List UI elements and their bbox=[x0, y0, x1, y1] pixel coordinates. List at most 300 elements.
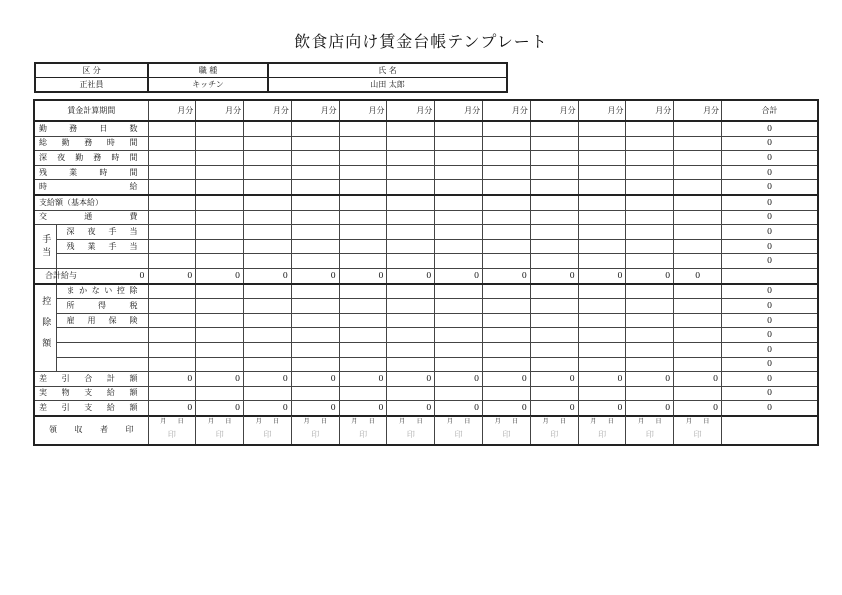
month-cell[interactable] bbox=[626, 328, 674, 343]
label-char: 業 bbox=[87, 241, 96, 251]
month-cell[interactable] bbox=[578, 151, 626, 166]
month-cell[interactable] bbox=[244, 225, 292, 240]
month-cell[interactable]: 0 bbox=[626, 401, 674, 416]
label-char: 険 bbox=[129, 315, 138, 325]
month-cell[interactable] bbox=[435, 165, 483, 180]
month-cell[interactable] bbox=[291, 254, 339, 269]
label-char: 控 bbox=[116, 286, 125, 296]
month-cell[interactable]: 0 bbox=[291, 268, 339, 283]
month-cell[interactable] bbox=[196, 195, 244, 210]
month-cell[interactable] bbox=[674, 254, 722, 269]
month-header[interactable]: 月分 bbox=[196, 100, 244, 121]
month-cell[interactable]: 0 bbox=[530, 372, 578, 387]
month-cell[interactable] bbox=[196, 284, 244, 299]
month-cell[interactable] bbox=[339, 254, 387, 269]
month-cell[interactable] bbox=[626, 195, 674, 210]
month-cell[interactable] bbox=[674, 165, 722, 180]
month-cell[interactable] bbox=[148, 299, 196, 314]
month-cell[interactable] bbox=[530, 239, 578, 254]
month-cell[interactable]: 0 bbox=[578, 372, 626, 387]
month-cell[interactable] bbox=[148, 342, 196, 357]
seal-mark: 印 bbox=[502, 429, 511, 439]
month-cell[interactable] bbox=[626, 121, 674, 136]
month-cell[interactable] bbox=[435, 254, 483, 269]
month-cell[interactable] bbox=[291, 386, 339, 401]
month-cell[interactable] bbox=[339, 342, 387, 357]
month-cell[interactable] bbox=[148, 225, 196, 240]
month-header[interactable]: 月分 bbox=[483, 100, 531, 121]
row-total: 0 bbox=[722, 151, 818, 166]
month-cell[interactable] bbox=[483, 165, 531, 180]
month-cell[interactable] bbox=[244, 136, 292, 151]
month-cell[interactable] bbox=[339, 386, 387, 401]
month-cell[interactable] bbox=[148, 165, 196, 180]
month-cell[interactable] bbox=[674, 136, 722, 151]
month-cell[interactable] bbox=[530, 210, 578, 225]
month-header[interactable]: 月分 bbox=[387, 100, 435, 121]
day-char: 日 bbox=[464, 417, 471, 425]
month-cell[interactable]: 0 bbox=[578, 401, 626, 416]
month-cell[interactable] bbox=[196, 328, 244, 343]
month-cell[interactable] bbox=[483, 239, 531, 254]
month-cell[interactable] bbox=[483, 180, 531, 195]
month-cell[interactable] bbox=[148, 195, 196, 210]
label-char: 支 bbox=[84, 388, 93, 398]
month-cell[interactable] bbox=[483, 121, 531, 136]
label-char: 勤 bbox=[39, 123, 47, 133]
transport-label bbox=[34, 210, 148, 225]
month-cell[interactable] bbox=[578, 357, 626, 372]
month-cell[interactable] bbox=[530, 342, 578, 357]
month-cell[interactable] bbox=[435, 136, 483, 151]
receipt-cell[interactable] bbox=[674, 416, 722, 445]
month-cell[interactable] bbox=[148, 328, 196, 343]
month-cell[interactable] bbox=[291, 342, 339, 357]
month-cell[interactable] bbox=[530, 386, 578, 401]
page-title: 飲食店向け賃金台帳テンプレート bbox=[294, 32, 548, 51]
month-cell[interactable] bbox=[626, 136, 674, 151]
month-cell[interactable] bbox=[196, 165, 244, 180]
month-cell[interactable] bbox=[674, 284, 722, 299]
month-cell[interactable] bbox=[244, 180, 292, 195]
month-cell[interactable] bbox=[626, 342, 674, 357]
month-cell[interactable] bbox=[339, 313, 387, 328]
month-cell[interactable] bbox=[196, 357, 244, 372]
month-cell[interactable] bbox=[148, 313, 196, 328]
month-cell[interactable] bbox=[244, 284, 292, 299]
month-cell[interactable] bbox=[435, 386, 483, 401]
month-cell[interactable] bbox=[626, 180, 674, 195]
month-cell[interactable] bbox=[483, 151, 531, 166]
month-cell[interactable] bbox=[291, 239, 339, 254]
month-cell[interactable] bbox=[196, 151, 244, 166]
month-cell[interactable] bbox=[674, 299, 722, 314]
month-cell[interactable] bbox=[291, 210, 339, 225]
month-cell[interactable] bbox=[291, 151, 339, 166]
day-char: 日 bbox=[512, 417, 519, 425]
receipt-cell[interactable] bbox=[626, 416, 674, 445]
month-cell[interactable]: 0 bbox=[244, 401, 292, 416]
month-cell[interactable] bbox=[530, 313, 578, 328]
month-cell[interactable] bbox=[291, 165, 339, 180]
receipt-cell[interactable] bbox=[291, 416, 339, 445]
month-cell[interactable] bbox=[148, 180, 196, 195]
month-cell[interactable] bbox=[244, 165, 292, 180]
month-cell[interactable] bbox=[674, 121, 722, 136]
month-cell[interactable]: 0 bbox=[626, 372, 674, 387]
label-char: 数 bbox=[129, 123, 138, 133]
month-cell[interactable]: 0 bbox=[387, 372, 435, 387]
receipt-cell[interactable] bbox=[196, 416, 244, 445]
month-cell[interactable] bbox=[578, 180, 626, 195]
month-cell[interactable] bbox=[244, 386, 292, 401]
month-cell[interactable]: 0 bbox=[339, 372, 387, 387]
month-cell[interactable] bbox=[578, 284, 626, 299]
month-cell[interactable]: 0 bbox=[435, 372, 483, 387]
month-cell[interactable] bbox=[196, 180, 244, 195]
month-cell[interactable] bbox=[435, 328, 483, 343]
month-cell[interactable] bbox=[530, 225, 578, 240]
month-cell[interactable] bbox=[148, 151, 196, 166]
month-cell[interactable]: 0 bbox=[435, 401, 483, 416]
month-cell[interactable]: 0 bbox=[339, 268, 387, 283]
month-cell[interactable] bbox=[387, 165, 435, 180]
month-cell[interactable] bbox=[291, 225, 339, 240]
month-cell[interactable] bbox=[530, 195, 578, 210]
month-cell[interactable] bbox=[196, 342, 244, 357]
month-cell[interactable] bbox=[483, 284, 531, 299]
month-cell[interactable] bbox=[578, 328, 626, 343]
month-cell[interactable]: 0 bbox=[196, 372, 244, 387]
month-cell[interactable] bbox=[578, 210, 626, 225]
month-cell[interactable] bbox=[244, 299, 292, 314]
month-cell[interactable] bbox=[244, 254, 292, 269]
month-cell[interactable] bbox=[674, 180, 722, 195]
month-cell[interactable] bbox=[244, 210, 292, 225]
month-cell[interactable] bbox=[435, 357, 483, 372]
month-cell[interactable] bbox=[674, 239, 722, 254]
ledger-row bbox=[34, 284, 818, 299]
month-cell[interactable] bbox=[626, 210, 674, 225]
month-cell[interactable] bbox=[387, 121, 435, 136]
month-cell[interactable] bbox=[626, 299, 674, 314]
month-cell[interactable] bbox=[196, 210, 244, 225]
month-cell[interactable] bbox=[530, 254, 578, 269]
month-cell[interactable] bbox=[339, 136, 387, 151]
receipt-cell[interactable] bbox=[530, 416, 578, 445]
month-cell[interactable]: 0 bbox=[387, 401, 435, 416]
month-cell[interactable]: 0 bbox=[435, 268, 483, 283]
month-cell[interactable] bbox=[578, 136, 626, 151]
month-cell[interactable] bbox=[387, 210, 435, 225]
month-cell[interactable] bbox=[148, 254, 196, 269]
month-cell[interactable] bbox=[291, 180, 339, 195]
month-cell[interactable] bbox=[674, 195, 722, 210]
month-cell[interactable] bbox=[148, 284, 196, 299]
base-pay-label: 支給額（基本給） bbox=[34, 195, 148, 210]
month-header[interactable]: 月分 bbox=[291, 100, 339, 121]
month-cell[interactable]: 0 bbox=[56, 268, 148, 283]
month-cell[interactable] bbox=[196, 136, 244, 151]
month-cell[interactable] bbox=[626, 225, 674, 240]
month-day-label bbox=[340, 417, 387, 426]
month-cell[interactable] bbox=[196, 313, 244, 328]
month-char: 月 bbox=[351, 417, 358, 425]
month-cell[interactable]: 0 bbox=[196, 401, 244, 416]
month-cell[interactable] bbox=[196, 121, 244, 136]
month-cell[interactable]: 0 bbox=[387, 268, 435, 283]
label-char: 務 bbox=[84, 138, 93, 148]
hourly-wage-label bbox=[34, 180, 148, 195]
receipt-cell[interactable] bbox=[578, 416, 626, 445]
month-cell[interactable] bbox=[578, 121, 626, 136]
month-cell[interactable] bbox=[530, 328, 578, 343]
month-header[interactable]: 月分 bbox=[339, 100, 387, 121]
month-cell[interactable] bbox=[674, 151, 722, 166]
month-cell[interactable] bbox=[578, 254, 626, 269]
month-cell[interactable] bbox=[674, 342, 722, 357]
month-cell[interactable] bbox=[244, 357, 292, 372]
month-cell[interactable] bbox=[196, 299, 244, 314]
month-cell[interactable] bbox=[148, 121, 196, 136]
month-cell[interactable] bbox=[387, 357, 435, 372]
month-cell[interactable] bbox=[578, 313, 626, 328]
month-cell[interactable] bbox=[387, 254, 435, 269]
month-cell[interactable] bbox=[244, 151, 292, 166]
month-cell[interactable]: 0 bbox=[674, 401, 722, 416]
month-cell[interactable] bbox=[339, 121, 387, 136]
month-cell[interactable] bbox=[530, 151, 578, 166]
month-cell[interactable] bbox=[530, 121, 578, 136]
month-cell[interactable] bbox=[530, 165, 578, 180]
label-char: 総 bbox=[39, 138, 47, 148]
month-cell[interactable] bbox=[387, 225, 435, 240]
month-header[interactable]: 月分 bbox=[530, 100, 578, 121]
month-cell[interactable] bbox=[435, 151, 483, 166]
month-cell[interactable] bbox=[387, 386, 435, 401]
month-cell[interactable] bbox=[339, 299, 387, 314]
month-cell[interactable] bbox=[674, 386, 722, 401]
month-header[interactable]: 月分 bbox=[674, 100, 722, 121]
month-cell[interactable]: 0 bbox=[291, 372, 339, 387]
month-cell[interactable]: 0 bbox=[196, 268, 244, 283]
ledger-row bbox=[34, 225, 818, 240]
month-cell[interactable]: 0 bbox=[578, 268, 626, 283]
month-cell[interactable] bbox=[626, 386, 674, 401]
month-cell[interactable] bbox=[435, 299, 483, 314]
month-cell[interactable] bbox=[387, 195, 435, 210]
month-cell[interactable] bbox=[674, 225, 722, 240]
month-cell[interactable] bbox=[339, 165, 387, 180]
month-cell[interactable]: 0 bbox=[483, 372, 531, 387]
month-cell[interactable] bbox=[148, 239, 196, 254]
month-cell[interactable] bbox=[435, 195, 483, 210]
month-day-label bbox=[244, 417, 291, 426]
receipt-cell[interactable] bbox=[435, 416, 483, 445]
receipt-cell[interactable] bbox=[387, 416, 435, 445]
month-cell[interactable] bbox=[483, 313, 531, 328]
month-cell[interactable] bbox=[244, 239, 292, 254]
label-char: 税 bbox=[129, 300, 138, 310]
month-cell[interactable] bbox=[244, 342, 292, 357]
month-cell[interactable] bbox=[578, 225, 626, 240]
label-char: 夜 bbox=[87, 226, 96, 236]
month-cell[interactable] bbox=[530, 136, 578, 151]
month-cell[interactable] bbox=[483, 225, 531, 240]
month-cell[interactable] bbox=[387, 299, 435, 314]
month-header[interactable]: 月分 bbox=[435, 100, 483, 121]
month-cell[interactable] bbox=[148, 136, 196, 151]
month-cell[interactable] bbox=[291, 299, 339, 314]
month-cell[interactable]: 0 bbox=[291, 401, 339, 416]
receipt-cell[interactable] bbox=[148, 416, 196, 445]
month-cell[interactable] bbox=[530, 299, 578, 314]
month-cell[interactable] bbox=[483, 195, 531, 210]
meal-deduction-label bbox=[56, 284, 148, 299]
month-cell[interactable] bbox=[626, 239, 674, 254]
month-cell[interactable] bbox=[483, 136, 531, 151]
label-char: 保 bbox=[108, 315, 117, 325]
month-cell[interactable] bbox=[483, 342, 531, 357]
month-cell[interactable] bbox=[578, 342, 626, 357]
month-cell[interactable] bbox=[196, 225, 244, 240]
month-cell[interactable] bbox=[530, 357, 578, 372]
month-cell[interactable] bbox=[148, 357, 196, 372]
month-cell[interactable] bbox=[435, 121, 483, 136]
month-cell[interactable] bbox=[626, 313, 674, 328]
month-cell[interactable] bbox=[196, 386, 244, 401]
category-value[interactable]: 正社員 bbox=[35, 78, 148, 93]
month-cell[interactable] bbox=[387, 313, 435, 328]
month-cell[interactable] bbox=[483, 357, 531, 372]
month-cell[interactable] bbox=[387, 136, 435, 151]
month-header[interactable]: 月分 bbox=[626, 100, 674, 121]
month-cell[interactable] bbox=[339, 195, 387, 210]
receipt-cell[interactable] bbox=[483, 416, 531, 445]
month-cell[interactable]: 0 bbox=[148, 372, 196, 387]
month-cell[interactable] bbox=[387, 180, 435, 195]
row-label-chars bbox=[39, 373, 148, 385]
month-cell[interactable]: 0 bbox=[244, 372, 292, 387]
month-cell[interactable] bbox=[244, 121, 292, 136]
month-header[interactable]: 月分 bbox=[148, 100, 196, 121]
month-cell[interactable] bbox=[435, 239, 483, 254]
month-cell[interactable] bbox=[244, 328, 292, 343]
month-cell[interactable] bbox=[435, 284, 483, 299]
month-cell[interactable] bbox=[339, 328, 387, 343]
month-cell[interactable] bbox=[387, 328, 435, 343]
month-cell[interactable] bbox=[339, 151, 387, 166]
month-cell[interactable] bbox=[578, 299, 626, 314]
month-cell[interactable] bbox=[578, 239, 626, 254]
month-cell[interactable]: 0 bbox=[674, 372, 722, 387]
month-cell[interactable] bbox=[291, 284, 339, 299]
month-cell[interactable] bbox=[196, 254, 244, 269]
month-cell[interactable] bbox=[435, 313, 483, 328]
month-cell[interactable] bbox=[244, 313, 292, 328]
month-cell[interactable] bbox=[626, 165, 674, 180]
month-cell[interactable] bbox=[674, 313, 722, 328]
name-value[interactable]: 山田 太郎 bbox=[268, 78, 507, 93]
month-cell[interactable] bbox=[530, 180, 578, 195]
month-cell[interactable] bbox=[483, 386, 531, 401]
month-cell[interactable] bbox=[148, 210, 196, 225]
month-cell[interactable] bbox=[387, 151, 435, 166]
month-cell[interactable] bbox=[483, 254, 531, 269]
month-cell[interactable] bbox=[483, 328, 531, 343]
month-cell[interactable] bbox=[435, 210, 483, 225]
month-cell[interactable] bbox=[674, 357, 722, 372]
receipt-total-cell bbox=[722, 416, 818, 445]
row-label-chars bbox=[39, 152, 148, 164]
month-cell[interactable] bbox=[578, 165, 626, 180]
month-cell[interactable] bbox=[291, 313, 339, 328]
month-cell[interactable] bbox=[339, 225, 387, 240]
month-cell[interactable] bbox=[626, 254, 674, 269]
month-cell[interactable]: 0 bbox=[530, 401, 578, 416]
month-header[interactable]: 月分 bbox=[244, 100, 292, 121]
month-cell[interactable] bbox=[291, 328, 339, 343]
month-cell[interactable] bbox=[339, 210, 387, 225]
month-cell[interactable]: 0 bbox=[148, 401, 196, 416]
month-cell[interactable] bbox=[483, 210, 531, 225]
month-cell[interactable] bbox=[626, 284, 674, 299]
month-cell[interactable] bbox=[148, 386, 196, 401]
month-cell[interactable] bbox=[291, 195, 339, 210]
month-cell[interactable]: 0 bbox=[244, 268, 292, 283]
label-char: 間 bbox=[129, 138, 138, 148]
month-cell[interactable] bbox=[674, 210, 722, 225]
row-total: 0 bbox=[722, 357, 818, 372]
month-header[interactable]: 月分 bbox=[578, 100, 626, 121]
month-cell[interactable] bbox=[291, 357, 339, 372]
seal-mark: 印 bbox=[263, 429, 272, 439]
month-cell[interactable]: 0 bbox=[483, 401, 531, 416]
month-cell[interactable]: 0 bbox=[530, 268, 578, 283]
month-cell[interactable] bbox=[674, 328, 722, 343]
month-cell[interactable] bbox=[578, 195, 626, 210]
receipt-cell[interactable] bbox=[244, 416, 292, 445]
month-cell[interactable] bbox=[244, 195, 292, 210]
month-cell[interactable]: 0 bbox=[148, 268, 196, 283]
month-cell[interactable] bbox=[626, 357, 674, 372]
month-cell[interactable] bbox=[435, 342, 483, 357]
ledger-row bbox=[34, 165, 818, 180]
month-cell[interactable]: 0 bbox=[339, 401, 387, 416]
month-cell[interactable] bbox=[291, 136, 339, 151]
month-cell[interactable] bbox=[578, 386, 626, 401]
month-cell[interactable] bbox=[387, 284, 435, 299]
month-cell[interactable] bbox=[435, 225, 483, 240]
month-cell[interactable] bbox=[626, 151, 674, 166]
month-cell[interactable] bbox=[291, 121, 339, 136]
month-cell[interactable] bbox=[339, 284, 387, 299]
job-type-value[interactable]: キッチン bbox=[148, 78, 268, 93]
month-cell[interactable] bbox=[530, 284, 578, 299]
job-type-label: 職 種 bbox=[148, 63, 268, 78]
month-cell[interactable] bbox=[435, 180, 483, 195]
month-cell[interactable]: 0 bbox=[483, 268, 531, 283]
month-cell[interactable] bbox=[387, 239, 435, 254]
month-cell[interactable]: 0 bbox=[626, 268, 674, 283]
month-cell[interactable] bbox=[339, 357, 387, 372]
month-cell[interactable] bbox=[387, 342, 435, 357]
month-cell[interactable] bbox=[339, 180, 387, 195]
month-cell[interactable] bbox=[196, 239, 244, 254]
month-cell[interactable] bbox=[483, 299, 531, 314]
month-cell[interactable] bbox=[339, 239, 387, 254]
receipt-cell[interactable] bbox=[339, 416, 387, 445]
